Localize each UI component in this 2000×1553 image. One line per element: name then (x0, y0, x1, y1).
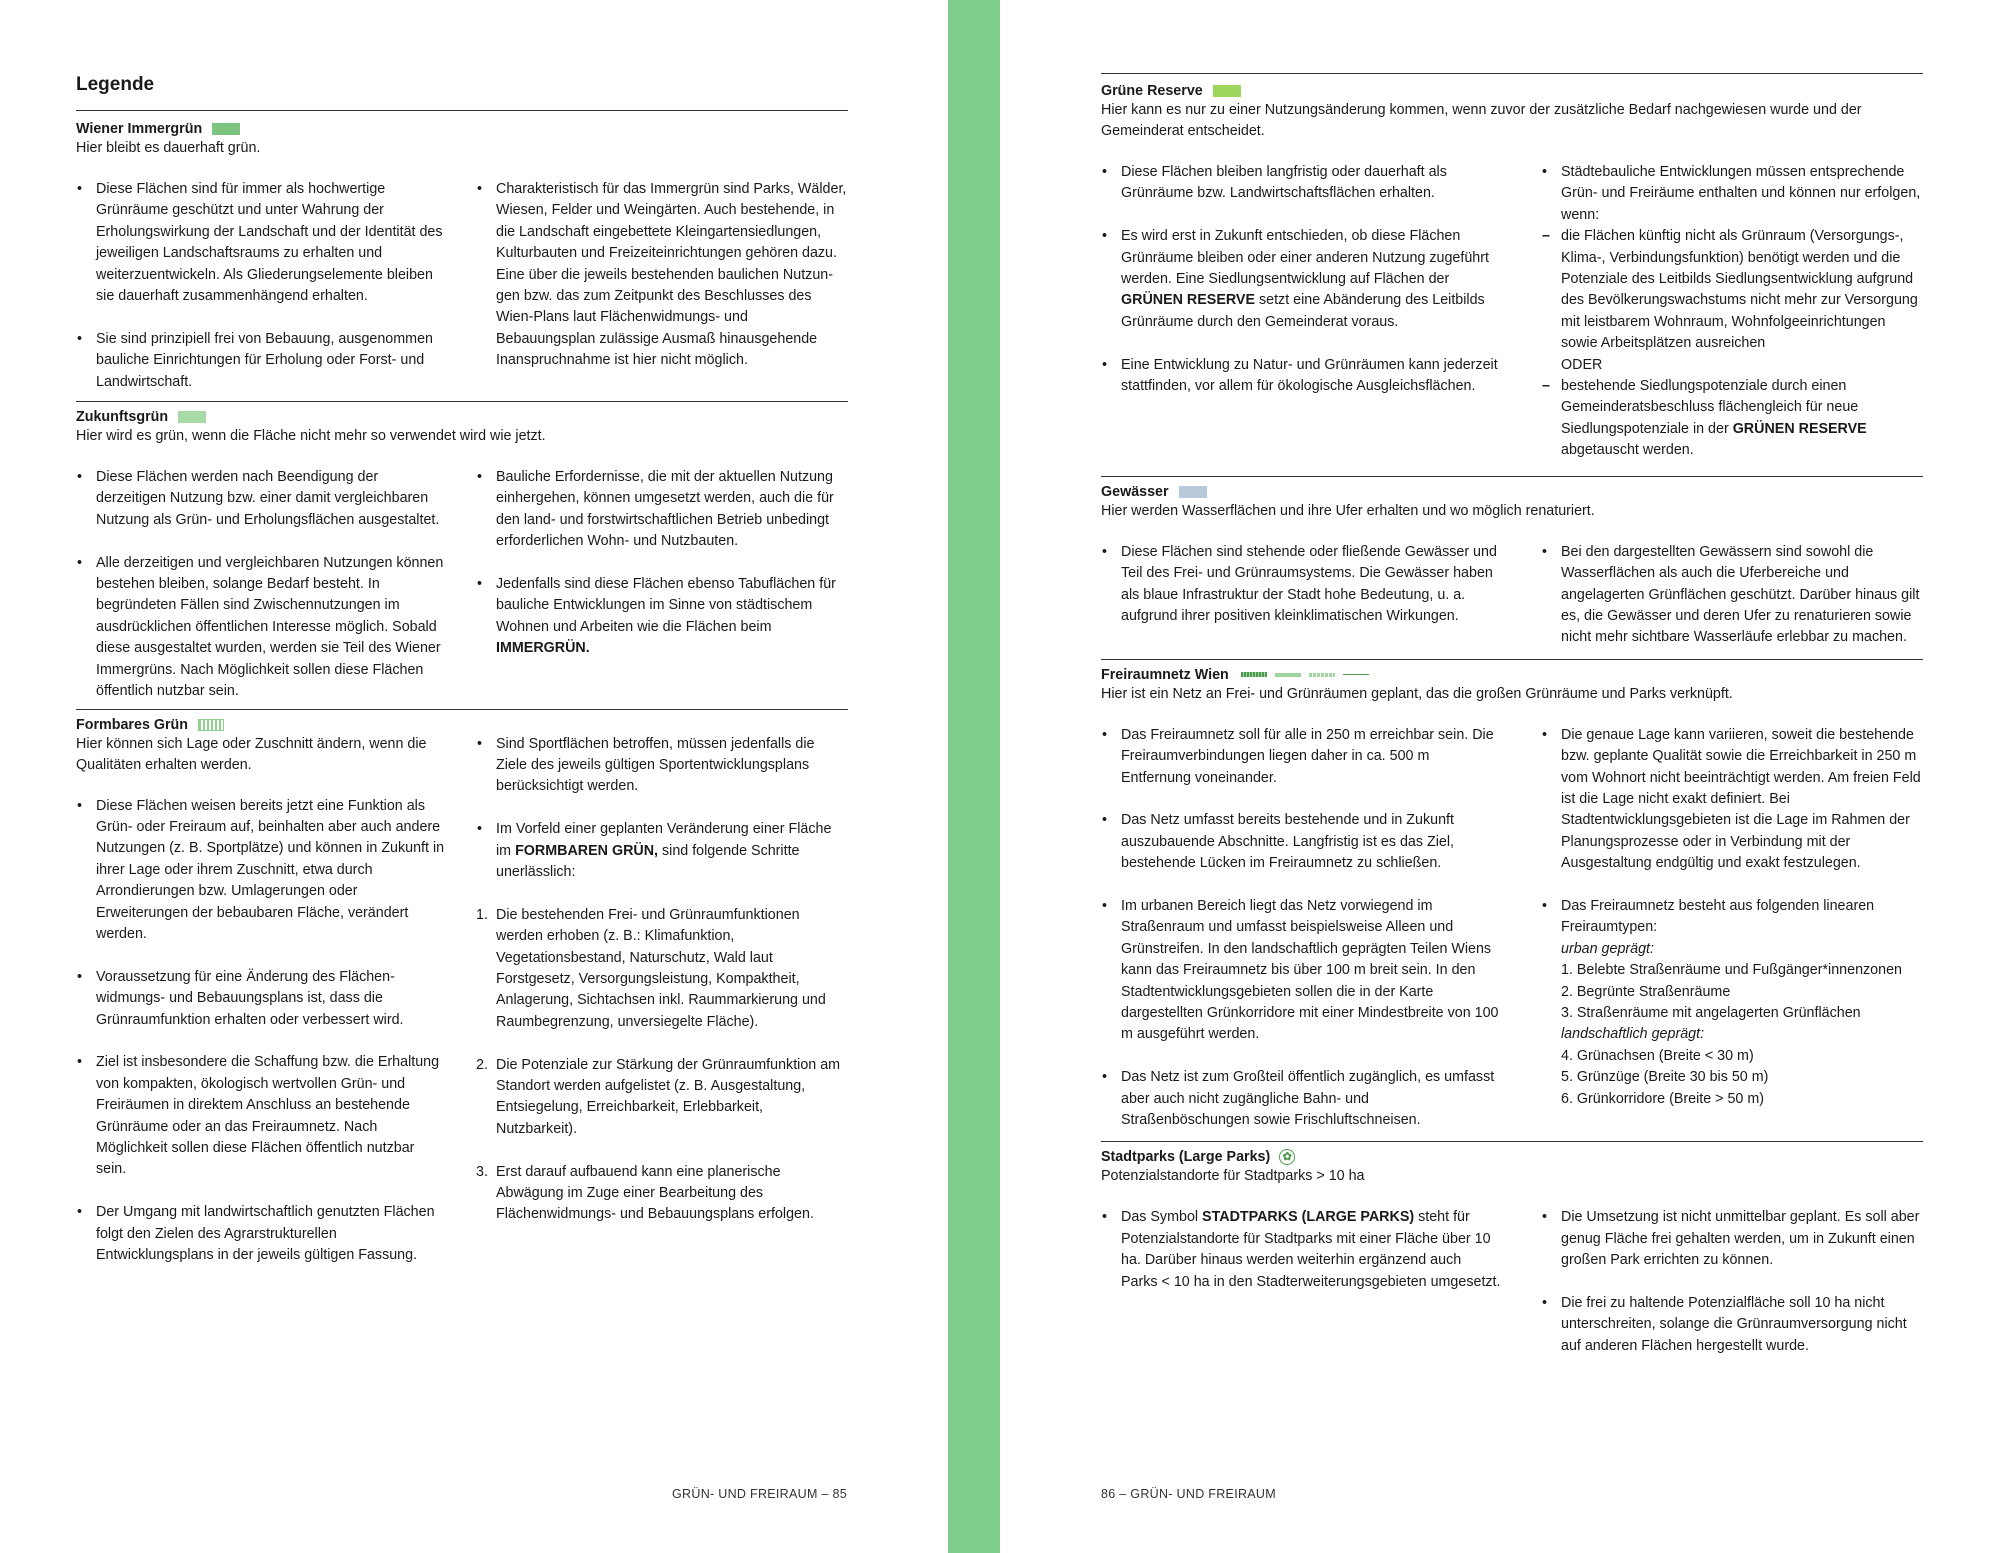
list-item-text: sind folgende Schritte unerlässlich: (496, 842, 800, 880)
bullet-list (1541, 1207, 1923, 1357)
condition-text: bestehende Siedlungspotenziale durch einen Gemeinderatsbeschluss flächengleich für neue Siedlungspotenziale in der (1561, 378, 1859, 437)
list-item: • Alle derzeitigen und vergleichbaren Nutzungen können bestehen bleiben, solange Bedarf besteht. In begründeten Fällen sind Zwischennutzungen im ausdrücklichen öffentlichen Interesse möglich. Sobald diese ausgestaltet wurden, werden sie Teil des Wiener Immergrüns. Nach Möglichkeit sollen diese Flächen öffentlich nutzbar sein. (76, 553, 448, 703)
formbares-gruen-swatch (198, 719, 224, 731)
line-sample-3 (1309, 673, 1335, 677)
list-item: • Das Freiraumnetz soll für alle in 250 m erreichbar sein. Die Freiraumverbindungen liegen daher in ca. 500 m Entfernung voneinander. (1101, 725, 1501, 789)
step-item (476, 905, 848, 1033)
step-text: Die Potenziale zur Stärkung der Grünraumfunktion am Standort werden aufgelistet (z. B. Ausgestaltung, Entsiegelung, Erreichbarkeit, Erlebbarkeit, Nutzbarkeit). (496, 1056, 841, 1137)
list-item: • Eine Entwicklung zu Natur- und Grünräumen kann jederzeit stattfinden, vor allem für ökologische Ausgleichsflächen. (1101, 355, 1501, 398)
gruene-reserve-swatch (1213, 85, 1241, 97)
bullet-list (1101, 162, 1501, 397)
freiraumtyp-item: 4. Grünachsen (Breite < 30 m) (1561, 1047, 1754, 1064)
park-symbol-icon: ✿ (1279, 1149, 1295, 1165)
bullet-list (1101, 542, 1501, 628)
list-item: • Sind Sportflächen betroffen, müssen jedenfalls die Ziele des jeweils gültigen Sportentwicklungsplans berücksichtigt werden. (476, 734, 848, 798)
dash-marker: – (1542, 228, 1550, 245)
freiraumnetz-line-samples (1241, 672, 1369, 677)
section-freiraumnetz (1101, 659, 1923, 1142)
list-item-text: • Das Freiraumnetz besteht aus folgenden linearen Freiraumtypen: (1561, 897, 1875, 936)
section-title: Formbares Grün (76, 716, 189, 733)
bullet-list (476, 467, 848, 660)
freiraumtyp-item: 6. Grünkorridore (Breite > 50 m) (1561, 1090, 1765, 1107)
section-title: Gewässer (1101, 483, 1169, 500)
list-item: • Diese Flächen werden nach Beendigung der derzeitigen Nutzung bzw. einer damit vergleichbaren Nutzung als Grün- und Erholungsflächen ausgestaltet. (76, 467, 448, 531)
list-item: • Sie sind prinzipiell frei von Bebauung, ausgenommen bauliche Einrichtungen für Erholung oder Forst- und Landwirtschaft. (76, 329, 448, 393)
list-item: • Im urbanen Bereich liegt das Netz vorwiegend im Straßenraum und umfasst beispielsweise Alleen und Grünstreifen. In den landschaftlich geprägten Teilen Wiens kann das Freiraumnetz bis über 100 m breit sein. In den Stadtentwicklungsgebieten sollen die in der Karte dargestellten Grünkorridore mit einer Mindestbreite von 100 m ausgeführt werden. (1101, 896, 1501, 1046)
condition-item (1541, 226, 1923, 354)
freiraumtyp-item: 5. Grünzüge (Breite 30 bis 50 m) (1561, 1069, 1769, 1086)
section-gruene-reserve (1101, 73, 1923, 476)
section-subtitle: Hier werden Wasserflächen und ihre Ufer erhalten und wo möglich renaturiert. (1101, 502, 1595, 519)
step-item (476, 1162, 848, 1226)
stadtparks-reference: STADTPARKS (LARGE PARKS) (1202, 1209, 1415, 1226)
section-title: Wiener Immergrün (76, 121, 203, 137)
dash-marker: – (1542, 378, 1550, 395)
section-title: Freiraumnetz Wien (1101, 666, 1229, 683)
left-page-content (76, 74, 848, 1288)
left-page (0, 0, 948, 1553)
line-sample-4 (1343, 674, 1369, 676)
list-item (476, 574, 848, 660)
list-item: • Diese Flächen bleiben langfristig oder dauerhaft als Grünräume bzw. Landwirtschaftsflächen erhalten. (1101, 162, 1501, 205)
landscape-label: landschaftlich geprägt: (1561, 1026, 1705, 1043)
section-immergruen (76, 120, 848, 401)
section-gewaesser (1101, 476, 1923, 659)
line-sample-1 (1241, 672, 1267, 677)
step-item (476, 1055, 848, 1141)
or-label: ODER (1561, 356, 1603, 373)
condition-text: abgetauscht werden. (1561, 442, 1694, 459)
list-item (476, 819, 848, 883)
condition-text: die Flächen künftig nicht als Grünraum (Versorgungs-, Klima-, Verbindungsfunktion) benötigt werden und die Potenziale des Leitbilds Siedlungsentwicklung aufgrund des Bevölkerungswachstums nicht mehr zur Versorgung mit leistbarem Wohnraum, Wohnfolgeeinrichtungen sowie Arbeitsplätzen ausreichen (1561, 228, 1918, 352)
section-title: Stadtparks (Large Parks) (1101, 1149, 1271, 1166)
freiraumtypen-list (1541, 939, 1923, 1110)
bullet-list (476, 734, 848, 884)
immergruen-swatch (212, 123, 240, 135)
gruene-reserve-reference: GRÜNEN RESERVE (1121, 292, 1255, 309)
bullet-list (1101, 1207, 1501, 1293)
section-zukunftsgruen (76, 401, 848, 708)
list-item (1101, 226, 1501, 333)
condition-item (1541, 376, 1923, 462)
section-subtitle: Hier ist ein Netz an Frei- und Grünräumen geplant, das die großen Grünräume und Parks verknüpft. (1101, 685, 1733, 702)
list-item: • Die frei zu haltende Potenzialfläche soll 10 ha nicht unterschreiten, solange die Grünraumversorgung nicht auf anderen Flächen hergestellt wurde. (1541, 1293, 1923, 1357)
gruene-reserve-reference: GRÜNEN RESERVE (1732, 420, 1867, 437)
list-item (1541, 896, 1923, 939)
section-title: Grüne Reserve (1101, 83, 1203, 99)
formbares-gruen-reference: FORMBAREN GRÜN, (515, 842, 659, 859)
list-item: • Das Netz umfasst bereits bestehende und in Zukunft auszubauende Abschnitte. Langfristig ist es das Ziel, bestehende Lücken im Freiraumnetz zu schließen. (1101, 810, 1501, 874)
section-subtitle: Hier bleibt es dauerhaft grün. (76, 140, 261, 156)
list-item-text: Im Vorfeld einer geplanten Veränderung einer Fläche im (496, 821, 832, 859)
list-item: • Bauliche Erfordernisse, die mit der aktuellen Nutzung einhergehen, können umgesetzt werden, auch die für den land- und forstwirtschaftlichen Betrieb unbedingt erforderlichen Wohn- und Nutzbauten. (476, 467, 848, 553)
list-item: • Das Netz ist zum Großteil öffentlich zugänglich, es umfasst aber auch nicht zugängliche Bahn- und Straßenböschungen sowie Frischluftschneisen. (1101, 1067, 1501, 1131)
steps-list (476, 905, 848, 1226)
freiraumtyp-item: 3. Straßenräume mit angelagerten Grünflächen (1561, 1004, 1861, 1021)
list-item: • Diese Flächen sind für immer als hochwertige Grünräume geschützt und unter Wahrung der Erholungswirkung der Landschaft und der Identität des jeweiligen Landschaftsraums zu erhalten und weiterzuentwickeln. Als Gliederungselemente bleiben sie dauerhaft zusammenhängend erhalten. (76, 179, 448, 307)
list-item: • Bei den dargestellten Gewässern sind sowohl die Wasserflächen als auch die Uferbereiche und angelagerten Grünflächen geschützt. Darüber hinaus gilt es, die Gewässer und deren Ufer zu renaturieren sowie nicht mehr sichtbare Wasserläufe erlebbar zu machen. (1541, 542, 1923, 649)
bullet-list (1541, 542, 1923, 649)
gewaesser-swatch (1179, 486, 1207, 498)
section-subtitle: Hier können sich Lage oder Zuschnitt ändern, wenn die Qualitäten erhalten werden. (76, 735, 427, 773)
bullet-list (1101, 725, 1501, 1132)
line-sample-2 (1275, 673, 1301, 677)
list-item: • Charakteristisch für das Immergrün sind Parks, Wälder, Wiesen, Felder und Weingärten. Auch bestehende, in die Landschaft eingebettete Kleingartensiedlungen, Kulturbauten und Freizeiteinrichtungen gehören dazu. Eine über die jeweils bestehenden baulichen Nutzungen bzw. das zum Zeitpunkt des Beschlusses des Wien-Plans laut Flächenwidmungs- und Bebauungsplan zulässige Ausmaß hinausgehende Inanspruchnahme ist hier nicht möglich. (476, 179, 848, 372)
list-item-text: Das Symbol (1121, 1209, 1203, 1226)
list-item-text: Es wird erst in Zukunft entschieden, ob diese Flächen Grünräume bleiben oder einer anderen Nutzung zugeführt werden. Eine Siedlungsentwicklung auf Flächen der (1121, 228, 1489, 288)
page-footer: GRÜN- UND FREIRAUM – 85 (672, 1487, 847, 1501)
list-item-text: steht für Potenzialstandorte für Stadtparks mit einer Fläche über 10 ha. Darüber hinaus werden weiterhin ergänzend auch Parks < 10 ha in den Stadterweiterungsgebieten umgesetzt. (1121, 1209, 1501, 1290)
bullet-list (476, 179, 848, 372)
page-footer: 86 – GRÜN- UND FREIRAUM (1101, 1487, 1276, 1501)
freiraumtyp-item: 2. Begrünte Straßenräume (1561, 983, 1731, 1000)
bullet-list (1541, 725, 1923, 939)
section-subtitle: Hier kann es nur zu einer Nutzungsänderung kommen, wenn zuvor der zusätzliche Bedarf nachgewiesen wurde und der Gemeinderat entscheidet. (1101, 102, 1862, 139)
step-text: Die bestehenden Frei- und Grünraumfunktionen werden erhoben (z. B.: Klimafunktion, Vegetationsbestand, Naturschutz, Wald laut Forstgesetz, Versorgungsleistung, Kompaktheit, Anlagerung, Sichtachsen inkl. Raummarkierung und Raumbegrenzung, unversiegelte Fläche). (496, 906, 826, 1030)
right-page-content (1101, 73, 1923, 1379)
page-gutter (948, 0, 1000, 1553)
list-item (1541, 162, 1923, 226)
legend-title: Legende (76, 74, 848, 111)
step-number: 1. (476, 906, 488, 923)
list-item-text: setzt eine Abänderung des Leitbilds Grünräume durch den Gemeinderat voraus. (1121, 292, 1485, 330)
section-subtitle: Potenzialstandorte für Stadtparks > 10 ha (1101, 1168, 1365, 1185)
step-number: 2. (476, 1056, 488, 1073)
section-subtitle: Hier wird es grün, wenn die Fläche nicht mehr so verwendet wird wie jetzt. (76, 428, 546, 445)
section-title: Zukunftsgrün (76, 409, 169, 426)
section-stadtparks (1101, 1141, 1923, 1378)
bullet-list (76, 796, 448, 1267)
list-item: • Die Umsetzung ist nicht unmittelbar geplant. Es soll aber genug Fläche frei gehalten werden, um in Zukunft einen großen Park errichten zu können. (1541, 1207, 1923, 1271)
list-item: • Die genaue Lage kann variieren, soweit die bestehende bzw. geplante Qualität sowie die Erreichbarkeit in 250 m vom Wohnort nicht beeinträchtigt werden. Am freien Feld ist die Lage nicht exakt definiert. Bei Stadtentwicklungsgebieten ist die Lage im Rahmen der Planungsprozesse oder in Verbindung mit der Ausgestaltung endgültig und exakt festzulegen. (1541, 725, 1923, 875)
list-item: • Diese Flächen sind stehende oder fließende Gewässer und Teil des Frei- und Grünraumsystems. Die Gewässer haben als blaue Infrastruktur der Stadt hohe Bedeutung, u. a. aufgrund ihrer positiven kleinklimatischen Wirkungen. (1101, 542, 1501, 628)
list-item: • Diese Flächen weisen bereits jetzt eine Funktion als Grün- oder Freiraum auf, beinhalten aber auch andere Nutzungen (z. B. Sportplätze) und können in Zukunft in ihrer Lage oder ihrem Zuschnitt, etwa durch Arrondierungen bzw. Umlagerungen oder Erweiterungen der bebaubaren Fläche, verändert werden. (76, 796, 448, 946)
step-text: Erst darauf aufbauend kann eine planerische Abwägung im Zuge einer Bearbeitung des Flächenwidmungs- und Bebauungsplans erfolgen. (496, 1163, 814, 1223)
list-item-text: • Städtebauliche Entwicklungen müssen entsprechende Grün- und Freiräume enthalten und können nur erfolgen, wenn: (1561, 164, 1921, 223)
section-formbares-gruen (76, 709, 848, 1288)
list-item: • Der Umgang mit landwirtschaftlich genutzten Flächen folgt den Zielen des Agrarstrukturellen Entwicklungsplans in der jeweils gültigen Fassung. (76, 1202, 448, 1266)
bullet-list (1541, 162, 1923, 226)
list-item (1101, 1207, 1501, 1293)
step-number: 3. (476, 1163, 488, 1180)
freiraumtyp-item: 1. Belebte Straßenräume und Fußgänger*innenzonen (1561, 962, 1902, 979)
right-page (1000, 0, 2000, 1553)
list-item: • Voraussetzung für eine Änderung des Flächenwidmungs- und Bebauungsplans ist, dass die Grünraumfunktion erhalten oder verbessert wird. (76, 967, 448, 1031)
immergruen-reference: IMMERGRÜN. (496, 640, 590, 657)
list-item-text: Jedenfalls sind diese Flächen ebenso Tabuflächen für bauliche Entwicklungen im Sinne von städtischem Wohnen und Arbeiten wie die Flächen beim (496, 576, 836, 635)
zukunftsgruen-swatch (178, 411, 206, 423)
list-item: • Ziel ist insbesondere die Schaffung bzw. die Erhaltung von kompakten, ökologisch wertvollen Grün- und Freiräumen in direktem Anschluss an bestehende Grünräume oder an das Freiraumnetz. Nach Möglichkeit sollen diese Flächen öffentlich nutzbar sein. (76, 1052, 448, 1180)
bullet-list (76, 467, 448, 702)
bullet-list (76, 179, 448, 393)
urban-label: urban geprägt: (1561, 940, 1654, 957)
